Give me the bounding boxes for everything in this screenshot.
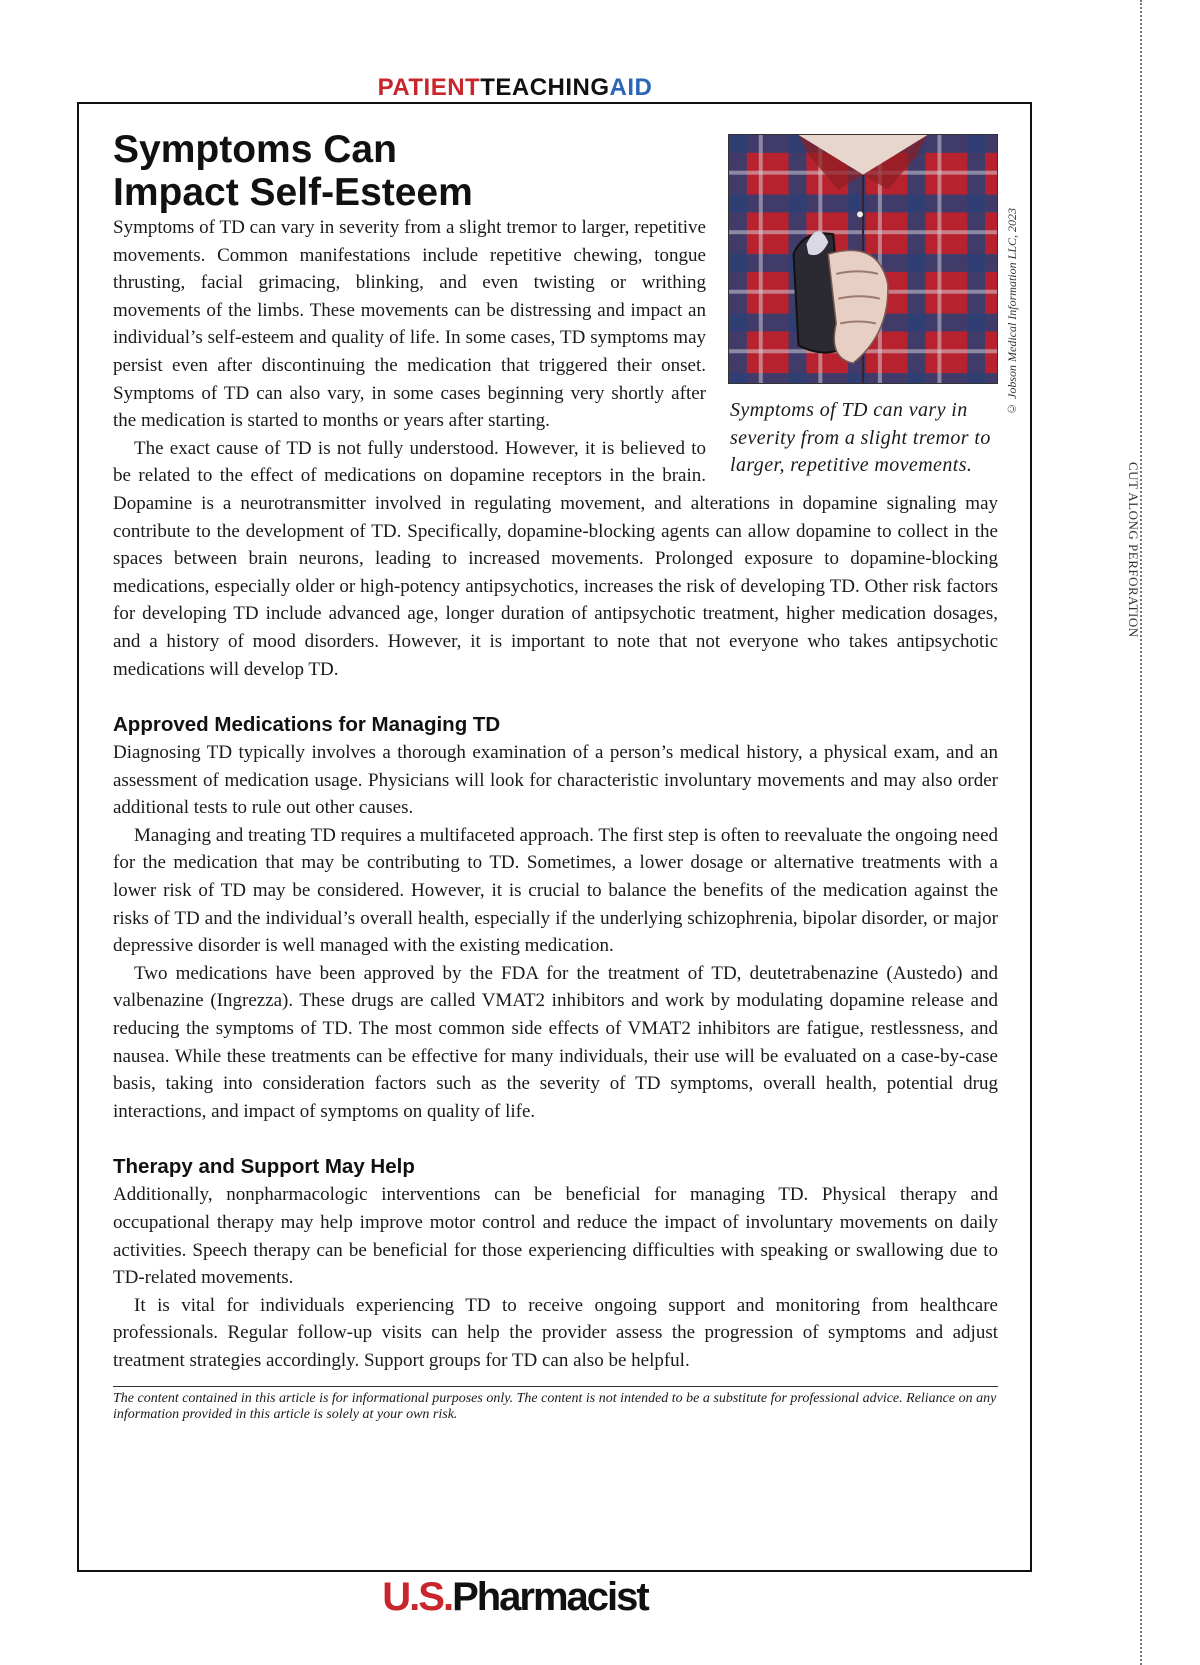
logo-us: U.S. [382,1575,453,1619]
section1-paragraph-3: Two medications have been approved by the FDA for the treatment of TD, deutetrabenazine (Austedo) and valbenazine (Ingrezza). These drugs are called VMAT2 inhibitors and work by modulating dopamine release and reducing the symptoms of TD. The most common side effects of VMAT2 inhibitors are fatigue, restlessness, and nausea. While these treatments can be effective for many individuals, their use will be evaluated on a case-by-case basis, taking into consideration factors such as the severity of TD symptoms, overall health, potential drug interactions, and impact of symptoms on quality of life. [113,962,998,1122]
photo-block [728,134,998,480]
tremor-photo [728,134,998,384]
disclaimer-text: The content contained in this article is for informational purposes only. The content is not intended to be a substitute for professional advice. Reliance on any information provided in this article is solely at your own risk. [113,1386,998,1423]
cut-along-perforation-label: CUT ALONG PERFORATION [1126,462,1141,638]
us-pharmacist-logo [0,1575,1030,1620]
header-word-teaching: TEACHING [480,74,610,101]
section1-paragraph-1: Diagnosing TD typically involves a thorough examination of a person’s medical history, a physical exam, and an assessment of medication usage. Physicians will look for characteristic involuntary movements and may also order additional tests to rule out other causes. [113,742,998,819]
patient-teaching-aid-header [0,74,1030,102]
logo-pharmacist: Pharmacist [452,1575,648,1619]
header-word-aid: AID [609,74,653,101]
photo-caption: Symptoms of TD can vary in severity from a slight tremor to larger, repetitive movements. [730,399,991,476]
section-heading-approved-medications: Approved Medications for Managing TD [113,713,501,737]
section2-paragraph-2: It is vital for individuals experiencing TD to receive ongoing support and monitoring from healthcare professionals. Regular follow-up visits can help the provider assess the progression of symptoms and adjust treatment strategies accordingly. Support groups for TD can also be helpful. [113,1294,998,1371]
section-heading-therapy-support: Therapy and Support May Help [113,1155,415,1179]
section1-paragraph-2: Managing and treating TD requires a multifaceted approach. The first step is often to reevaluate the ongoing need for the medication that may be contributing to TD. Sometimes, a lower dosage or alternative treatments with a lower risk of TD may be considered. However, it is crucial to balance the benefits of the medication against the risks of TD and the individual’s overall health, especially if the underlying schizophrenia, bipolar disorder, or major depressive disorder is well managed with the existing medication. [113,824,998,957]
copyright-notice: © Jobson Medical Information LLC, 2023 [1005,208,1019,416]
section2-paragraph-1: Additionally, nonpharmacologic interventions can be beneficial for managing TD. Physical therapy and occupational therapy may help improve motor control and reduce the impact of involuntary movements on daily activities. Speech therapy can be beneficial for those experiencing difficulties with speaking or swallowing due to TD-related movements. [113,1184,998,1289]
article-content [113,128,998,1423]
intro-paragraph-2: The exact cause of TD is not fully understood. However, it is believed to be related to the effect of medications on dopamine receptors in the brain. Dopamine is a neurotransmitter involved in regulating movement, and alterations in dopamine signaling may contribute to the development of TD. Specifically, dopamine-blocking agents can allow dopamine to collect in the spaces between brain neurons, leading to increased movements. Prolonged exposure to dopamine-blocking medications, especially older or high-potency antipsychotics, increases the risk of developing TD. Other risk factors for developing TD include advanced age, longer duration of antipsychotic treatment, higher medication dosages, and a history of mood disorders. However, it is important to note that not everyone who takes antipsychotic medications will develop TD. [113,437,998,680]
intro-paragraph-1: Symptoms of TD can vary in severity from a slight tremor to larger, repetitive movements. Common manifestations include repetitive chewing, tongue thrusting, facial grimacing, blinking, and even twisting or writhing movements of the limbs. These movements can be distressing and impact an individual’s self-esteem and quality of life. In some cases, TD symptoms may persist even after discontinuing the medication that triggered their onset. Symptoms of TD can also vary, in some cases beginning very shortly after the medication is started to months or years after starting. [113,217,706,432]
header-word-patient: PATIENT [377,74,481,101]
article-title-line2: Impact Self-Esteem [113,171,473,214]
perforation-line [1140,0,1142,1665]
article-title-line1: Symptoms Can [113,128,397,171]
